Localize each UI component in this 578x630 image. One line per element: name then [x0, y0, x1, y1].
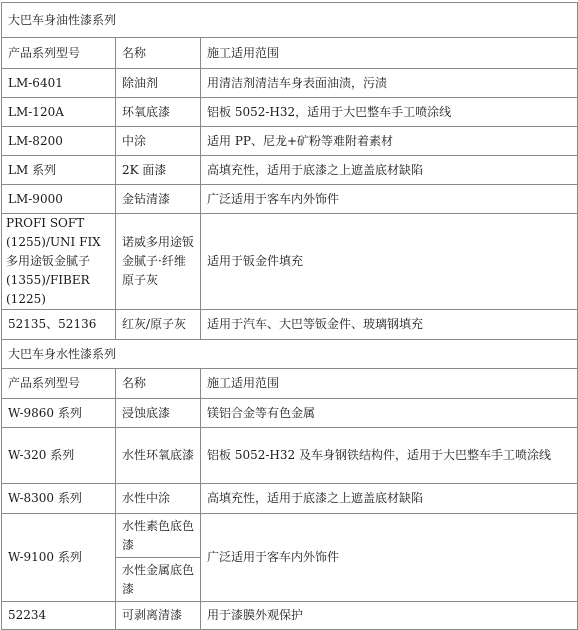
name-cell: 除油剂	[116, 69, 201, 98]
name-cell: 水性环氧底漆	[116, 428, 201, 484]
scope-cell: 高填充性，适用于底漆之上遮盖底材缺陷	[201, 484, 578, 514]
table-row	[2, 156, 578, 185]
model-cell: W-8300 系列	[2, 484, 116, 514]
table-row	[2, 98, 578, 127]
scope-cell: 广泛适用于客车内外饰件	[201, 185, 578, 214]
model-cell: W-9860 系列	[2, 399, 116, 428]
table-row	[2, 127, 578, 156]
name-cell: 水性金属底色漆	[116, 558, 201, 602]
section-title-oil: 大巴车身油性漆系列	[2, 3, 578, 38]
name-cell: 金钻清漆	[116, 185, 201, 214]
table-row	[2, 185, 578, 214]
table-row	[2, 428, 578, 484]
table-row	[2, 69, 578, 98]
header-scope: 施工适用范围	[201, 38, 578, 69]
scope-cell: 镁铝合金等有色金属	[201, 399, 578, 428]
scope-cell: 适用于汽车、大巴等钣金件、玻璃钢填充	[201, 310, 578, 340]
scope-cell: 适用于钣金件填充	[201, 214, 578, 310]
name-cell: 诺威多用途钣金腻子·纤维原子灰	[116, 214, 201, 310]
model-cell: LM-120A	[2, 98, 116, 127]
scope-cell: 高填充性，适用于底漆之上遮盖底材缺陷	[201, 156, 578, 185]
scope-cell: 铝板 5052-H32 及车身钢铁结构件，适用于大巴整车手工喷涂线	[201, 428, 578, 484]
header-model: 产品系列型号	[2, 369, 116, 399]
model-cell: LM 系列	[2, 156, 116, 185]
model-cell: PROFI SOFT (1255)/UNI FIX 多用途钣金腻子 (1355)/FIBER (1225)	[2, 214, 116, 310]
table-row	[2, 514, 578, 558]
table-row	[2, 310, 578, 340]
table-row	[2, 602, 578, 630]
scope-cell: 用清洁剂清洁车身表面油渍，污渍	[201, 69, 578, 98]
header-name: 名称	[116, 38, 201, 69]
header-scope: 施工适用范围	[201, 369, 578, 399]
section-title-water: 大巴车身水性漆系列	[2, 340, 578, 369]
product-table	[1, 2, 578, 630]
name-cell: 2K 面漆	[116, 156, 201, 185]
name-cell: 红灰/原子灰	[116, 310, 201, 340]
model-cell: LM-6401	[2, 69, 116, 98]
table-row	[2, 399, 578, 428]
section-title-row	[2, 340, 578, 369]
model-cell: W-9100 系列	[2, 514, 116, 602]
name-cell: 水性素色底色漆	[116, 514, 201, 558]
name-cell: 浸蚀底漆	[116, 399, 201, 428]
name-cell: 可剥离清漆	[116, 602, 201, 630]
table-row	[2, 484, 578, 514]
name-cell: 环氧底漆	[116, 98, 201, 127]
header-row	[2, 369, 578, 399]
name-cell: 中涂	[116, 127, 201, 156]
header-name: 名称	[116, 369, 201, 399]
scope-cell: 铝板 5052-H32，适用于大巴整车手工喷涂线	[201, 98, 578, 127]
section-title-row	[2, 3, 578, 38]
scope-cell: 适用 PP、尼龙+矿粉等难附着素材	[201, 127, 578, 156]
model-cell: W-320 系列	[2, 428, 116, 484]
scope-cell: 用于漆膜外观保护	[201, 602, 578, 630]
table-row	[2, 214, 578, 310]
header-row	[2, 38, 578, 69]
header-model: 产品系列型号	[2, 38, 116, 69]
model-cell: 52234	[2, 602, 116, 630]
model-cell: LM-8200	[2, 127, 116, 156]
scope-cell: 广泛适用于客车内外饰件	[201, 514, 578, 602]
model-cell: 52135、52136	[2, 310, 116, 340]
model-cell: LM-9000	[2, 185, 116, 214]
name-cell: 水性中涂	[116, 484, 201, 514]
